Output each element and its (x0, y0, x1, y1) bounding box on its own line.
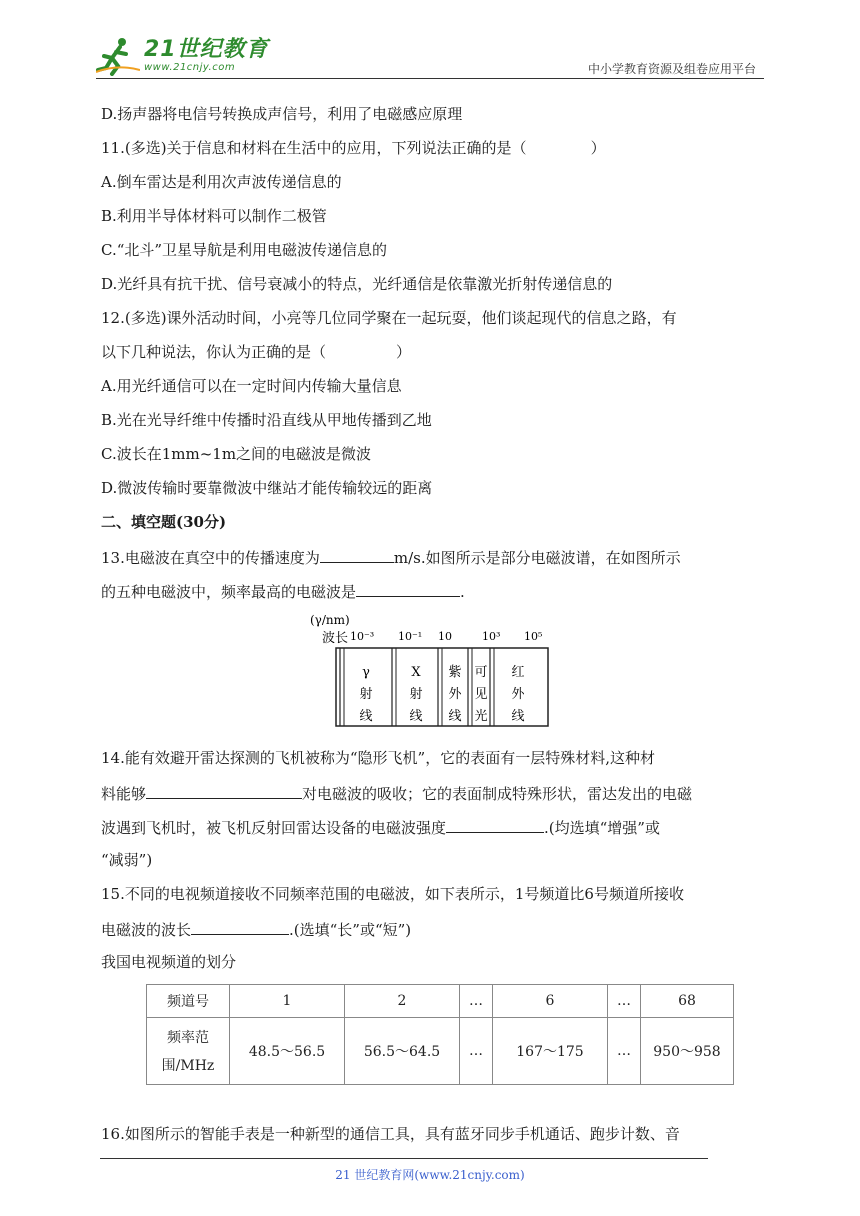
q14-text-2: 波遇到飞机时，被飞机反射回雷达设备的电磁波强度 (101, 819, 447, 837)
q13-line2 (101, 580, 465, 602)
q14-line4: “减弱”) (101, 851, 153, 869)
q11-option-d: D.光纤具有抗干扰、信号衰减小的特点，光纤通信是依靠激光折射传递信息的 (101, 275, 613, 293)
band-uv-2: 外 (448, 687, 462, 702)
table-cell: 950～958 (641, 1018, 734, 1085)
q12-stem: 12.(多选)课外活动时间，小亮等几位同学聚在一起玩耍，他们谈起现代的信息之路，有 (101, 309, 677, 327)
em-spectrum-diagram (310, 612, 550, 730)
table-cell: … (608, 985, 641, 1018)
q12-option-d: D.微波传输时要靠微波中继站才能传输较远的距离 (101, 479, 433, 497)
spectrum-label: 波长 (322, 631, 349, 646)
q13-period: . (460, 583, 465, 601)
tv-channel-table (146, 984, 734, 1085)
band-uv-1: 紫 (448, 665, 462, 680)
table-cell: 56.5～64.5 (345, 1018, 460, 1085)
table-row (147, 985, 734, 1018)
row-head-line2: 围/MHz (161, 1058, 215, 1074)
table-cell: 1 (230, 985, 345, 1018)
q11-option-c: C.“北斗”卫星导航是利用电磁波传递信息的 (101, 241, 388, 259)
q14-blank-intensity[interactable] (446, 816, 544, 833)
table-row (147, 1018, 734, 1085)
table-cell: … (608, 1018, 641, 1085)
spectrum-tick: 10⁻³ (350, 630, 375, 643)
q14-text-cont-2: .(均选填“增强”或 (544, 819, 660, 837)
q16-line1: 16.如图所示的智能手表是一种新型的通信工具，具有蓝牙同步手机通话、跑步计数、音 (101, 1125, 680, 1143)
q11-paren-close: ） (590, 139, 606, 157)
q13-blank-wave[interactable] (356, 580, 460, 597)
spectrum-unit: (γ/nm) (310, 613, 350, 627)
spectrum-tick: 10⁻¹ (398, 630, 423, 643)
q14-text-cont: 对电磁波的吸收；它的表面制成特殊形状，雷达发出的电磁 (302, 785, 693, 803)
q14-line1: 14.能有效避开雷达探测的飞机被称为“隐形飞机”，它的表面有一层特殊材料,这种材 (101, 749, 655, 767)
footer-divider (100, 1158, 708, 1159)
band-xray-3: 线 (409, 709, 423, 724)
row-head-line1: 频率范 (167, 1030, 209, 1046)
band-visible-2: 见 (474, 687, 488, 702)
q15-text-cont: .(选填“长”或“短”) (289, 921, 412, 939)
band-uv-3: 线 (448, 709, 462, 724)
section-heading: 二、填空题(30分) (101, 513, 227, 531)
band-gamma-3: 线 (359, 709, 373, 724)
logo-url: www.21cnjy.com (144, 62, 236, 73)
table-cell: 频道号 (147, 985, 230, 1018)
q15-text: 电磁波的波长 (101, 921, 192, 939)
q14-line3 (101, 816, 660, 838)
q12-paren-close: ） (396, 343, 412, 361)
q12-stem-cont (101, 342, 411, 362)
table-cell: 48.5～56.5 (230, 1018, 345, 1085)
table-cell: … (460, 1018, 493, 1085)
spectrum-tick: 10⁵ (524, 630, 543, 643)
q13-line1 (101, 546, 681, 568)
q14-text: 料能够 (101, 785, 147, 803)
band-ir-2: 外 (511, 687, 525, 702)
table-cell-header (147, 1018, 230, 1085)
q15-blank-wavelength[interactable] (191, 918, 289, 935)
band-ir-1: 红 (511, 665, 525, 680)
band-visible-1: 可 (474, 665, 488, 680)
band-xray-1: X (411, 665, 421, 680)
q13-text: 13.电磁波在真空中的传播速度为 (101, 549, 320, 567)
q14-line2 (101, 782, 692, 804)
q15-line1: 15.不同的电视频道接收不同频率范围的电磁波，如下表所示，1号频道比6号频道所接收 (101, 885, 684, 903)
platform-name: 中小学教育资源及组卷应用平台 (587, 62, 756, 76)
q15-line2 (101, 918, 411, 940)
q11-option-a: A.倒车雷达是利用次声波传递信息的 (101, 173, 342, 191)
runner-logo-icon (96, 36, 140, 76)
q13-blank-speed[interactable] (320, 546, 394, 563)
spectrum-tick: 10³ (482, 630, 501, 643)
table-cell: 68 (641, 985, 734, 1018)
q12-text: 以下几种说法，你认为正确的是（ (101, 343, 327, 361)
logo-title: 21世纪教育 (144, 37, 269, 62)
spectrum-tick: 10 (438, 630, 452, 643)
table-cell: 167～175 (493, 1018, 608, 1085)
q14-blank-absorb[interactable] (146, 782, 302, 799)
q12-option-b: B.光在光导纤维中传播时沿直线从甲地传播到乙地 (101, 411, 432, 429)
logo (96, 36, 269, 76)
band-gamma-2: 射 (359, 687, 373, 702)
q12-option-c: C.波长在1mm~1m之间的电磁波是微波 (101, 445, 372, 463)
q13-text-cont: m/s.如图所示是部分电磁波谱，在如图所示 (393, 549, 681, 567)
page-header (96, 36, 764, 80)
table-cell: … (460, 985, 493, 1018)
band-gamma-1: γ (362, 665, 370, 680)
q12-option-a: A.用光纤通信可以在一定时间内传输大量信息 (101, 377, 402, 395)
q11-option-b: B.利用半导体材料可以制作二极管 (101, 207, 327, 225)
band-visible-3: 光 (474, 709, 488, 724)
header-divider (96, 78, 764, 79)
q11-stem (101, 138, 606, 158)
band-xray-2: 射 (409, 687, 423, 702)
table-cell: 2 (345, 985, 460, 1018)
q13-text-2: 的五种电磁波中，频率最高的电磁波是 (101, 583, 357, 601)
table-cell: 6 (493, 985, 608, 1018)
q11-text: 11.(多选)关于信息和材料在生活中的应用，下列说法正确的是（ (101, 139, 527, 157)
band-ir-3: 线 (511, 709, 525, 724)
q10-option-d: D.扬声器将电信号转换成声信号，利用了电磁感应原理 (101, 105, 463, 123)
footer-text: 21 世纪教育网(www.21cnjy.com) (335, 1168, 525, 1182)
table-caption: 我国电视频道的划分 (101, 953, 237, 971)
